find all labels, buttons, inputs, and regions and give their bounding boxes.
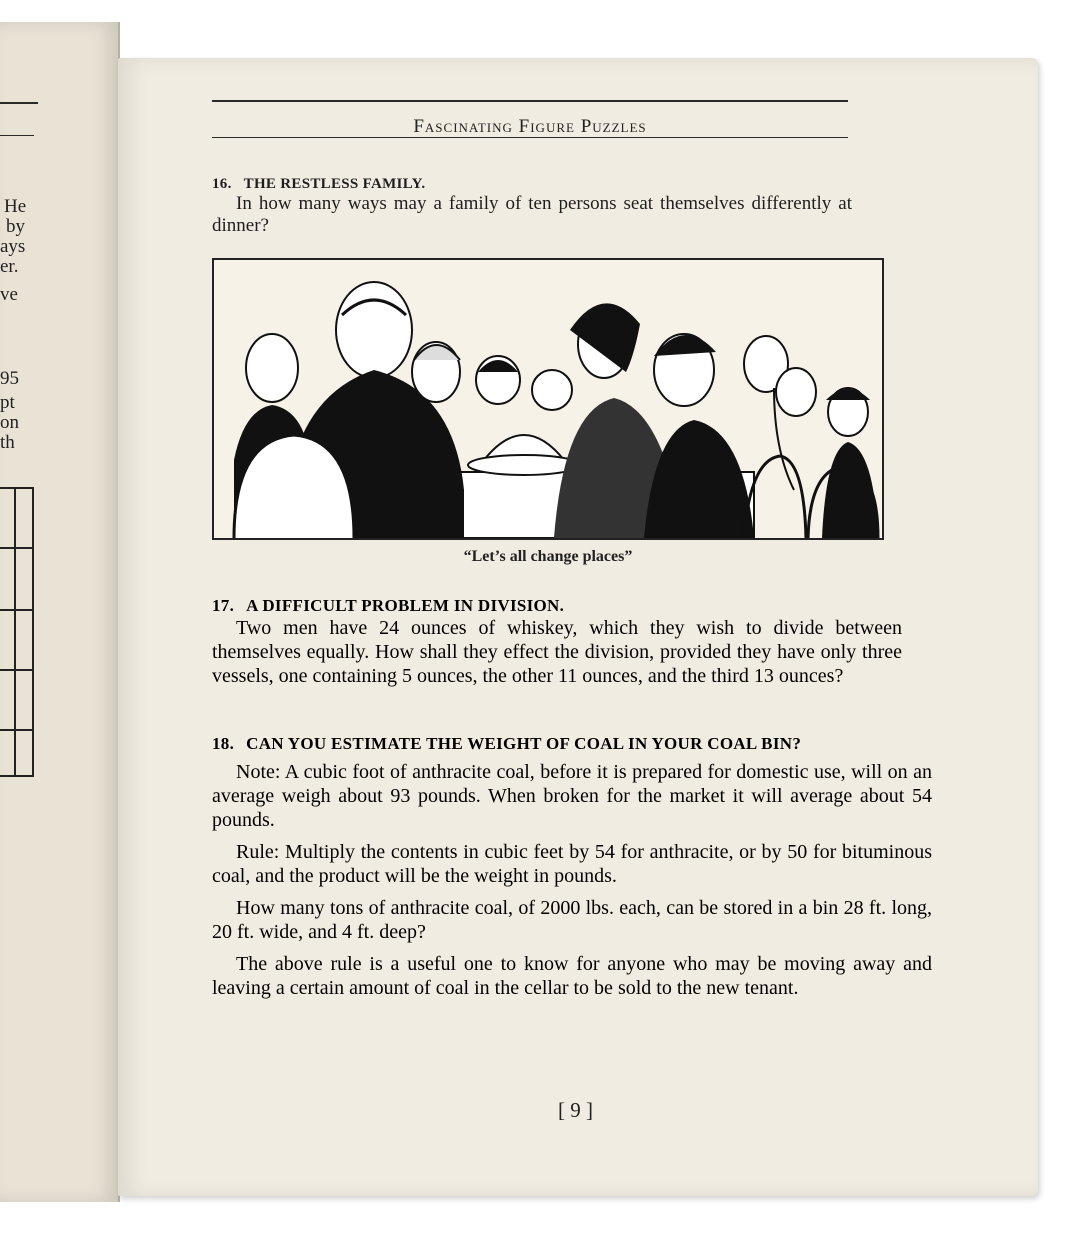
dinner-table-illustration bbox=[212, 258, 884, 540]
left-page-fragment: pt bbox=[0, 392, 15, 413]
left-page-fragment: He bbox=[4, 196, 27, 217]
problem-text: In how many ways may a family of ten persons seat themselves differently at dinner? bbox=[212, 193, 852, 236]
left-page-fragment: by bbox=[6, 216, 25, 237]
problem-rule: Rule: Multiply the contents in cubic feet by 54 for anthracite, or by 50 for bituminous coal, and the product will be the weight in pounds. bbox=[212, 841, 932, 887]
problem-question: How many tons of anthracite coal, of 2000 lbs. each, can be stored in a bin 28 ft. long, 20 ft. wide, and 4 ft. deep? bbox=[212, 897, 932, 943]
left-page-fragment: th bbox=[0, 432, 15, 453]
book-page bbox=[118, 58, 1038, 1196]
left-page-fragment: ve bbox=[0, 284, 18, 305]
problem-title: A DIFFICULT PROBLEM IN DIVISION. bbox=[246, 596, 565, 615]
problem-text: Two men have 24 ounces of whiskey, which they wish to divide between themselves equally. How shall they effect the division, provided they have only three vessels, one containing 5 ounces, the other 11 ounces, and the third 13 ounces? bbox=[212, 617, 902, 687]
problem-heading bbox=[212, 596, 902, 616]
left-page bbox=[0, 22, 120, 1202]
problem-number: 18. bbox=[212, 734, 235, 753]
left-page-fragment: ays bbox=[0, 236, 26, 257]
running-head: Fascinating Figure Puzzles bbox=[413, 116, 647, 137]
problem-18 bbox=[212, 734, 932, 1000]
left-page-rule bbox=[0, 102, 38, 104]
left-page-fragment: er. bbox=[0, 256, 19, 277]
problem-title: THE RESTLESS FAMILY. bbox=[243, 176, 426, 192]
problem-number: 16. bbox=[212, 176, 232, 192]
problem-note: Note: A cubic foot of anthracite coal, before it is prepared for domestic use, will on an average weigh about 93 pounds. When broken for the market it will average about 54 pounds. bbox=[212, 761, 932, 831]
left-page-grid-diagram bbox=[0, 487, 34, 777]
header-rule bbox=[212, 100, 848, 102]
left-page-fragment: 95 bbox=[0, 368, 19, 389]
problem-heading bbox=[212, 734, 932, 754]
left-page-fragment: on bbox=[0, 412, 19, 433]
header-rule bbox=[212, 137, 848, 138]
problem-remark: The above rule is a useful one to know for anyone who may be moving away and leaving a certain amount of coal in the cellar to be sold to the new tenant. bbox=[212, 953, 932, 999]
problem-16 bbox=[212, 176, 912, 237]
problem-number: 17. bbox=[212, 596, 235, 615]
page-number: [ 9 ] bbox=[558, 1098, 593, 1122]
problem-17 bbox=[212, 596, 902, 688]
problem-heading bbox=[212, 176, 912, 193]
illustration-caption: “Let’s all change places” bbox=[463, 548, 633, 565]
left-page-rule bbox=[0, 135, 34, 136]
problem-title: CAN YOU ESTIMATE THE WEIGHT OF COAL IN YOUR COAL BIN? bbox=[246, 734, 802, 753]
family-dinner-drawing bbox=[214, 260, 882, 538]
